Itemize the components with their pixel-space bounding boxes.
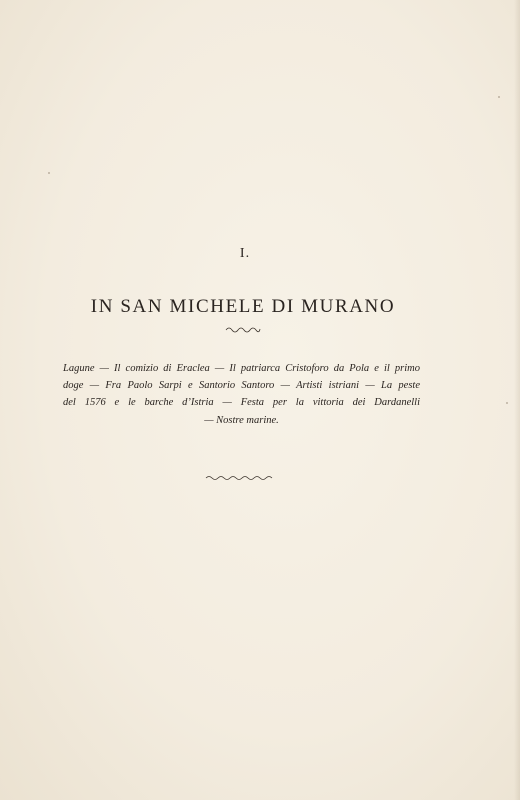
title-wave-ornament	[225, 325, 261, 333]
chapter-number: I.	[239, 246, 251, 261]
chapter-title: IN SAN MICHELE DI MURANO	[90, 296, 396, 317]
chapter-summary	[63, 360, 420, 429]
summary-line: Lagune — Il comizio di Eraclea — Il patriarca Cristoforo da Pola e il primo	[63, 363, 420, 374]
summary-line: — Nostre marine.	[204, 414, 279, 426]
page-edge-shadow	[514, 0, 520, 800]
summary-line: doge — Fra Paolo Sarpi e Santorio Santoro — Artisti istriani — La peste	[63, 380, 420, 392]
closing-wave-ornament	[205, 474, 273, 482]
summary-line: del 1576 e le barche d’Istria — Festa per la vittoria dei Dardanelli	[63, 397, 420, 409]
